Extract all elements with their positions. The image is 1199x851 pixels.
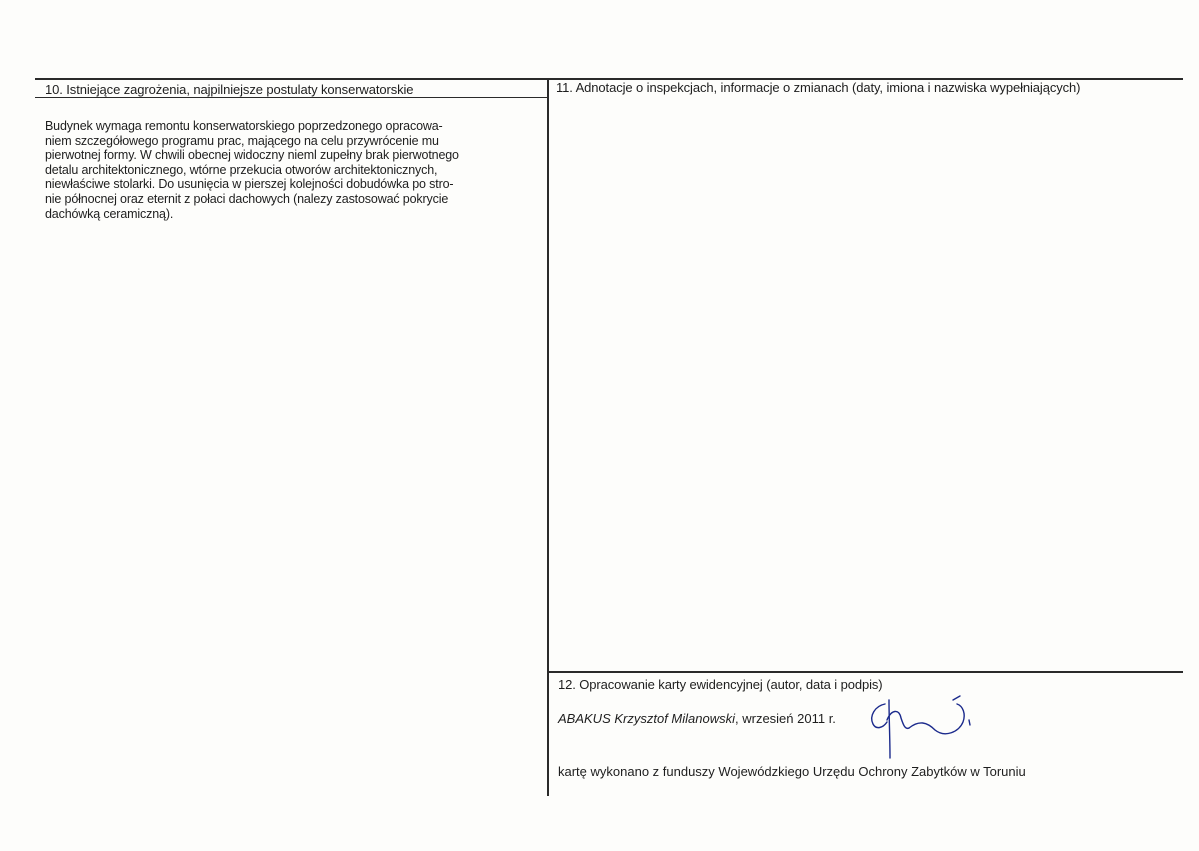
section10-line: detalu architektonicznego, wtórne przekucia otworów architektonicznych, (45, 162, 438, 177)
section11-title: 11. Adnotacje o inspekcjach, informacje o zmianach (daty, imiona i nazwiska wypełniających) (556, 80, 1081, 95)
section10-line: niem szczegółowego programu prac, mającego na celu przywrócenie mu (45, 133, 439, 148)
section10-line: dachówką ceramiczną). (45, 206, 174, 221)
section10-line: Budynek wymaga remontu konserwatorskiego poprzedzonego opracowa- (45, 119, 443, 133)
section12-title: 12. Opracowanie karty ewidencyjnej (autor, data i podpis) (558, 677, 883, 692)
section12-top-rule (548, 671, 1183, 673)
section10-title-rule (35, 97, 548, 98)
funding-note: kartę wykonano z funduszy Wojewódzkiego Urzędu Ochrony Zabytków w Toruniu (558, 764, 1026, 779)
section10-line: niewłaściwe stolarki. Do usunięcia w pierszej kolejności dobudówka po stro- (45, 177, 454, 192)
section10-body (45, 119, 545, 221)
section10-title: 10. Istniejące zagrożenia, najpilniejsze postulaty konserwatorskie (45, 82, 414, 97)
column-divider (547, 78, 549, 796)
section10-line: nie północnej oraz eternit z połaci dachowych (nalezy zastosować pokrycie (45, 191, 449, 206)
author-line (558, 711, 836, 726)
handwritten-signature (865, 692, 985, 770)
section10-line: pierwotnej formy. W chwili obecnej widoczny nieml zupełny brak pierwotnego (45, 148, 459, 163)
author-name: ABAKUS Krzysztof Milanowski (558, 711, 735, 726)
author-date: , wrzesień 2011 r. (735, 711, 836, 726)
